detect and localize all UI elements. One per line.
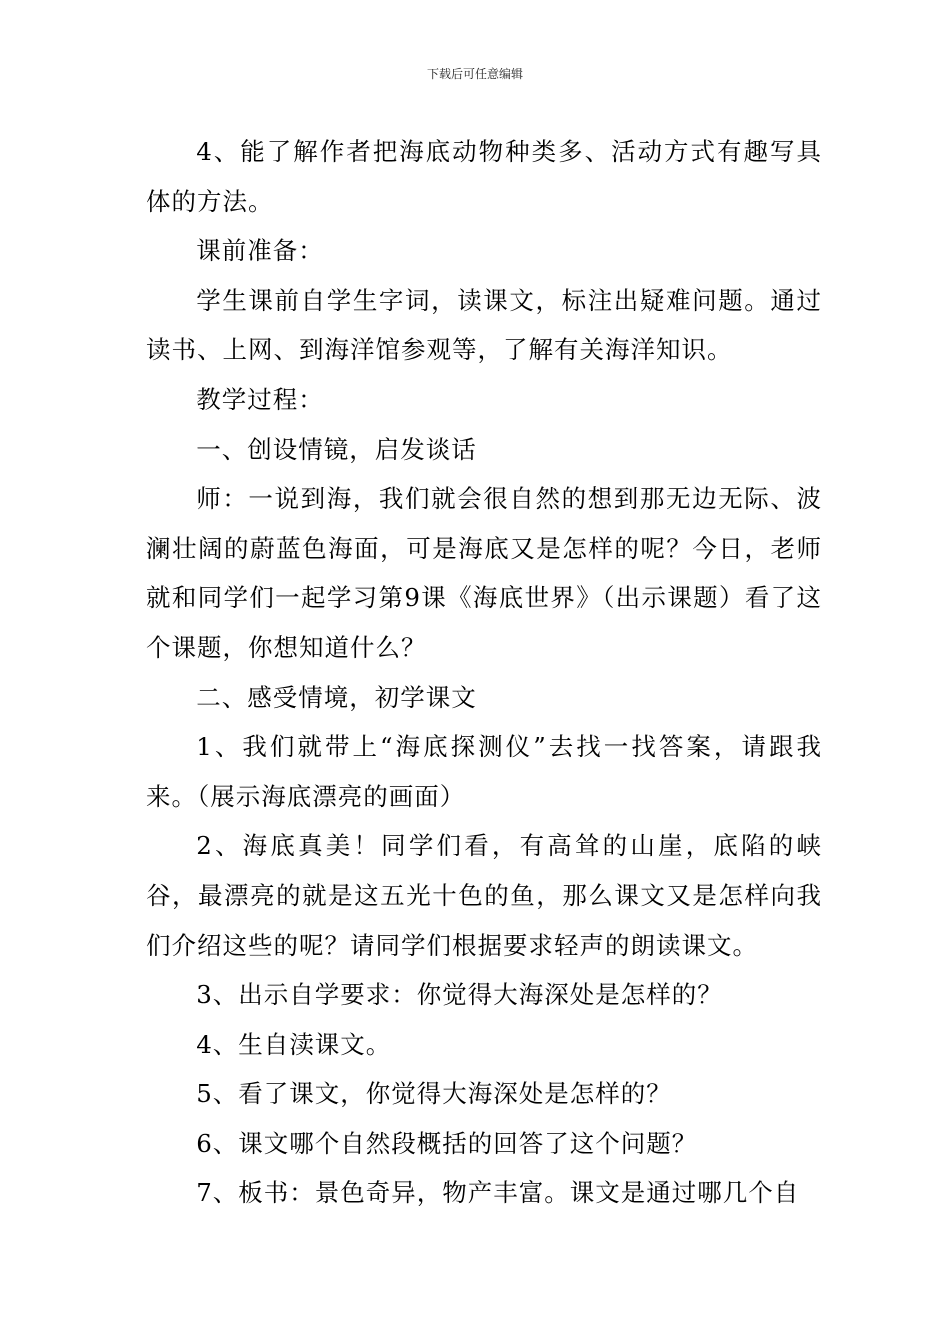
paragraph-step-7: 7、板书：景色奇异，物产丰富。课文是通过哪几个自	[196, 1178, 800, 1208]
page-header-note: 下载后可任意编辑	[426, 67, 523, 81]
paragraph-step-5: 5、看了课文，你觉得大海深处是怎样的？	[196, 1079, 672, 1109]
paragraph-section-one-heading: 一、创设情镜，启发谈话	[196, 434, 477, 464]
paragraph-step-3: 3、出示自学要求：你觉得大海深处是怎样的？	[196, 980, 723, 1010]
paragraph-preparation-body: 学生课前自学生字词，读课文，标注出疑难问题。通过读书、上网、到海洋馆参观等，了解有关海洋知识。	[146, 285, 822, 365]
paragraph-step-6: 6、课文哪个自然段概括的回答了这个问题？	[196, 1128, 698, 1158]
paragraph-objective-4: 4、能了解作者把海底动物种类多、活动方式有趣写具体的方法。	[146, 137, 822, 216]
paragraph-step-2: 2、海底真美！同学们看，有高耸的山崖，底陷的峡谷，最漂亮的就是这五光十色的鱼，那么课文又是怎样向我们介绍这些的呢？请同学们根据要求轻声的朗读课文。	[146, 831, 822, 960]
paragraph-process-heading: 教学过程：	[196, 384, 324, 414]
paragraph-teacher-intro: 师：一说到海，我们就会很自然的想到那无边无际、波澜壮阔的蔚蓝色海面，可是海底又是怎样的呢？今日，老师就和同学们一起学习第9课《海底世界》（出示课题）看了这个课题，你想知道什么？	[146, 484, 822, 662]
paragraph-step-4: 4、生自渎课文。	[196, 1029, 392, 1059]
paragraph-section-two-heading: 二、感受情境，初学课文	[196, 682, 477, 712]
paragraph-preparation-heading: 课前准备：	[196, 236, 324, 266]
paragraph-step-1: 1、我们就带上“海底探测仪”去找一找答案，请跟我来。（展示海底漂亮的画面）	[146, 732, 822, 811]
document-body	[146, 127, 822, 1218]
